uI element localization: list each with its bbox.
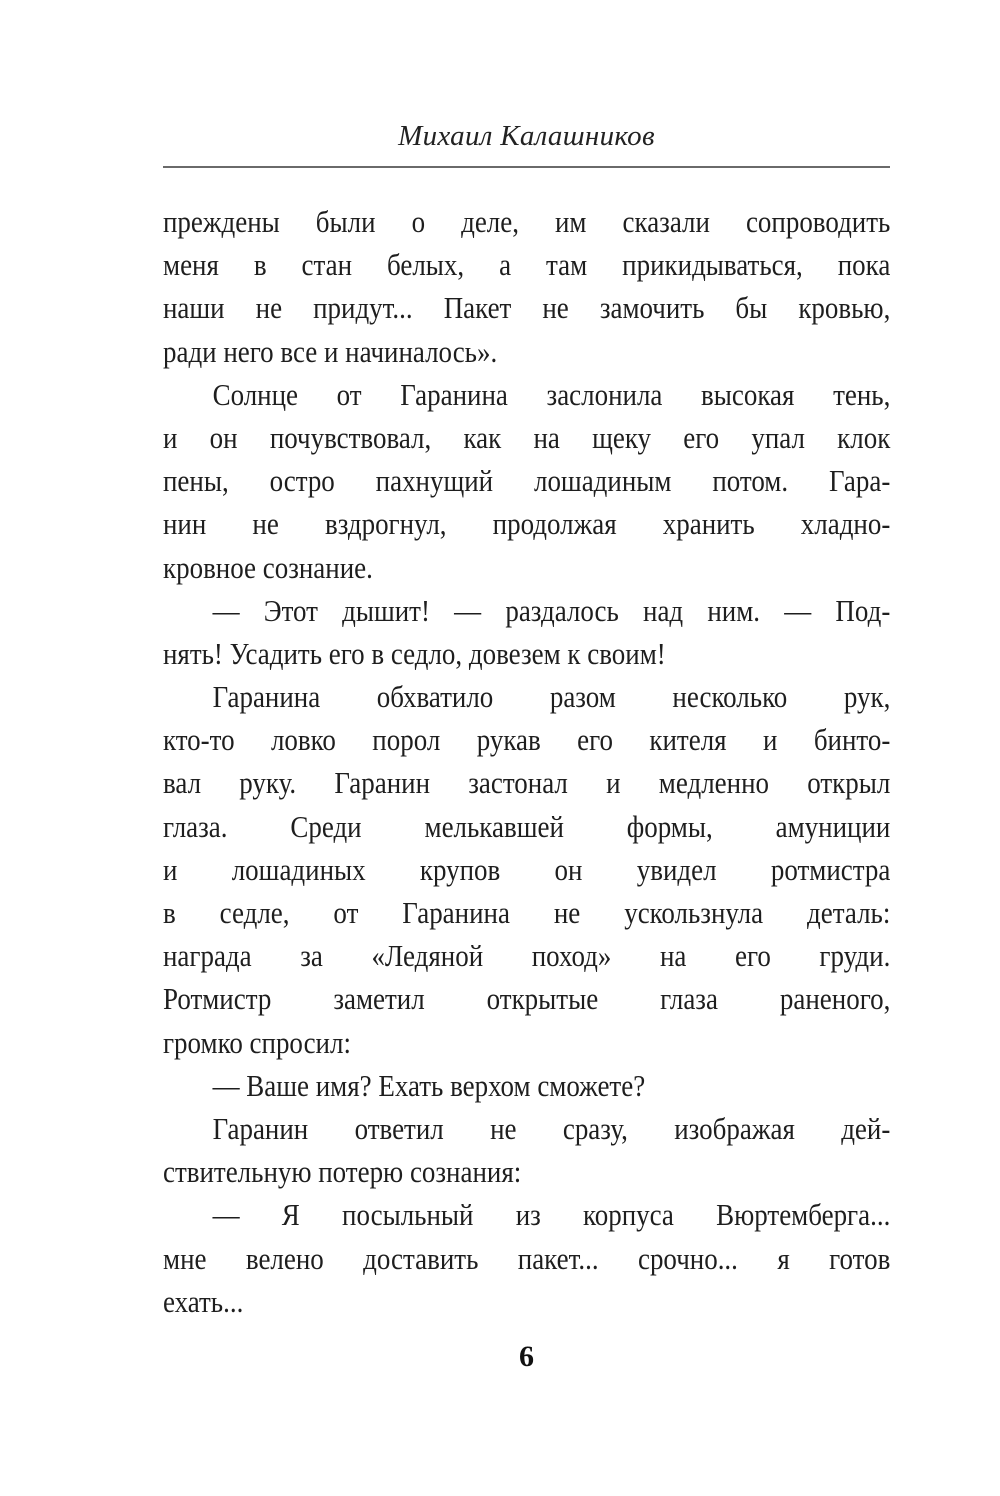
text-line <box>163 1193 890 1236</box>
text-line <box>163 977 890 1020</box>
text-line-content: нять! Усадить его в седло, довезем к своим! <box>163 635 666 671</box>
text-line-content: нин не вздрогнул, продолжая хранить хладно- <box>163 506 891 542</box>
text-line <box>163 546 890 589</box>
text-line-content: пены, остро пахнущий лошадиным потом. Гара- <box>163 463 891 499</box>
text-line <box>163 589 890 632</box>
text-line-content: громко спросил: <box>163 1024 351 1060</box>
text-line-content: — Ваше имя? Ехать верхом сможете? <box>212 1067 646 1103</box>
text-line <box>163 1107 890 1150</box>
text-line <box>163 1150 890 1193</box>
text-line-content: кто-то ловко порол рукав его кителя и бинто- <box>163 722 891 758</box>
running-head-author: Михаил Калашников <box>398 120 655 152</box>
header-rule <box>163 166 890 168</box>
text-line-content: кровное сознание. <box>163 549 373 585</box>
text-line <box>163 330 890 373</box>
text-line <box>163 891 890 934</box>
text-line-content: Гаранин ответил не сразу, изображая дей- <box>212 1110 891 1146</box>
text-line <box>163 718 890 761</box>
text-line-content: ствительную потерю сознания: <box>163 1154 522 1190</box>
text-line <box>163 243 890 286</box>
text-line <box>163 1064 890 1107</box>
text-line <box>163 805 890 848</box>
text-line-content: награда за «Ледяной поход» на его груди. <box>163 938 891 974</box>
text-line-content: глаза. Среди мелькавшей формы, амуниции <box>163 808 891 844</box>
text-line-content: ехать... <box>163 1283 244 1319</box>
text-line <box>163 1237 890 1280</box>
text-line-content: в седле, от Гаранина не ускользнула деталь: <box>163 895 891 930</box>
text-line-content: мне велено доставить пакет... срочно... я готов <box>163 1240 891 1276</box>
text-line <box>163 1280 890 1323</box>
text-line-content: Ротмистр заметил открытые глаза раненого, <box>163 981 891 1017</box>
text-line <box>163 1021 890 1064</box>
text-line-content: — Я посыльный из корпуса Вюртемберга... <box>212 1197 891 1233</box>
text-line-content: Гаранина обхватило разом несколько рук, <box>212 679 891 715</box>
text-line <box>163 502 890 545</box>
body-text <box>163 200 890 1323</box>
text-line <box>163 675 890 718</box>
page-number: 6 <box>519 1340 534 1373</box>
text-line-content: меня в стан белых, а там прикидываться, пока <box>163 247 891 283</box>
text-line <box>163 761 890 804</box>
text-line-content: вал руку. Гаранин застонал и медленно открыл <box>163 765 891 801</box>
text-line-content: — Этот дышит! — раздалось над ним. — Под- <box>212 592 891 628</box>
text-line <box>163 632 890 675</box>
text-line-content: наши не придут... Пакет не замочить бы кровью, <box>163 290 891 326</box>
text-line-content: и он почувствовал, как на щеку его упал клок <box>163 419 891 455</box>
text-line <box>163 200 890 243</box>
text-line <box>163 934 890 977</box>
text-line <box>163 286 890 329</box>
text-line <box>163 848 890 891</box>
text-line-content: Солнце от Гаранина заслонила высокая тень, <box>212 376 891 412</box>
text-line <box>163 416 890 459</box>
text-line <box>163 373 890 416</box>
text-line-content: ради него все и начиналось». <box>163 333 498 369</box>
text-line-content: преждены были о деле, им сказали сопроводить <box>163 204 891 239</box>
text-line-content: и лошадиных крупов он увидел ротмистра <box>163 851 891 887</box>
text-line <box>163 459 890 502</box>
